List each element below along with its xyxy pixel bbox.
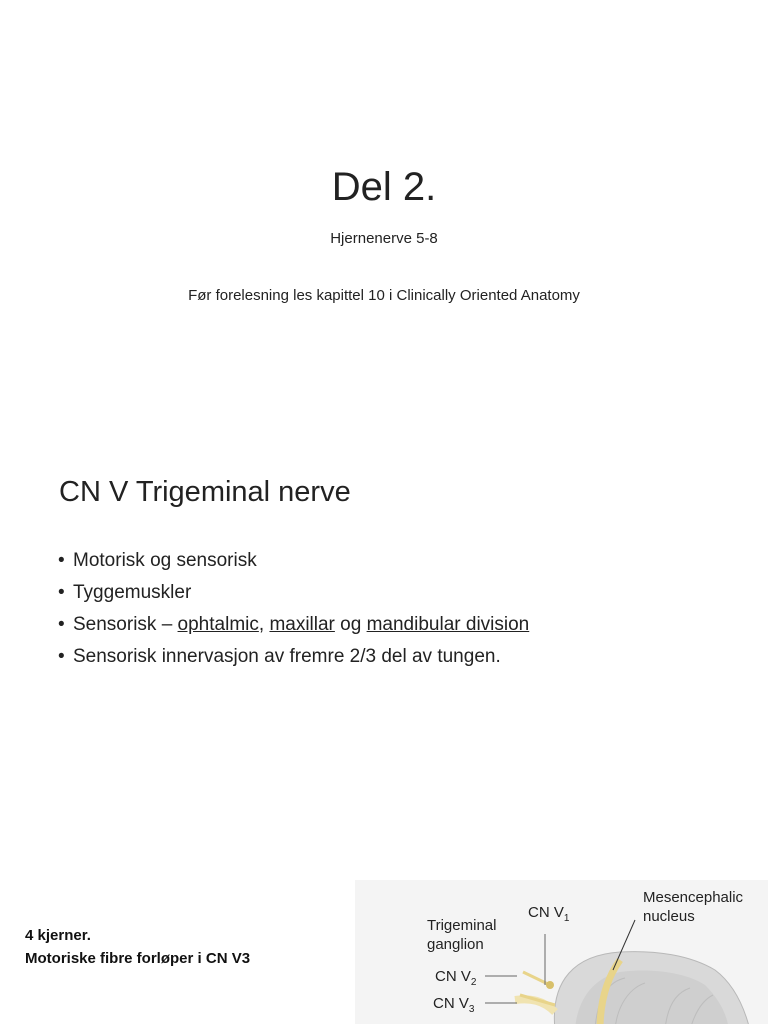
nuclei-line-2: Motoriske fibre forløper i CN V3 bbox=[25, 950, 251, 967]
bullet-text-comma: , bbox=[258, 614, 270, 635]
ophtalmic-link[interactable]: ophtalmic bbox=[177, 614, 259, 635]
trigeminal-anatomy-figure bbox=[345, 860, 768, 1024]
mandibular-link[interactable]: mandibular division bbox=[366, 614, 530, 635]
bullet-item bbox=[58, 609, 529, 641]
slide-heading: CN V Trigeminal nerve bbox=[59, 476, 351, 508]
slide-subtitle: Hjernenerve 5-8 bbox=[330, 230, 438, 247]
nuclei-line-1: 4 kjerner. bbox=[25, 927, 91, 944]
title-slide bbox=[0, 0, 768, 400]
reading-note: Før forelesning les kapittel 10 i Clinically Oriented Anatomy bbox=[188, 287, 580, 304]
bullet-item bbox=[58, 545, 529, 577]
label-mesencephalic: Mesencephalic bbox=[643, 889, 744, 906]
label-cn-v2-sub: 2 bbox=[470, 977, 477, 988]
ganglion-node bbox=[546, 981, 554, 989]
bullet-dot: • bbox=[58, 550, 65, 571]
bullet-text-og: og bbox=[334, 614, 367, 635]
label-ganglion: ganglion bbox=[427, 936, 484, 953]
nuclei-text bbox=[25, 924, 250, 970]
bullet-dot: • bbox=[58, 614, 65, 635]
nuclei-slide bbox=[0, 820, 768, 1024]
maxillar-link[interactable]: maxillar bbox=[269, 614, 335, 635]
bullet-text: Motorisk og sensorisk bbox=[73, 550, 257, 571]
bullet-item bbox=[58, 577, 529, 609]
label-cn-v3-text: CN V bbox=[433, 995, 469, 1012]
bullet-text: Tyggemuskler bbox=[73, 582, 192, 603]
label-cn-v1-text: CN V bbox=[528, 904, 564, 921]
label-cn-v3-sub: 3 bbox=[468, 1004, 475, 1015]
bullet-dot: • bbox=[58, 582, 65, 603]
trigeminal-slide bbox=[0, 400, 768, 820]
bullet-item bbox=[58, 641, 529, 673]
label-cn-v2-text: CN V bbox=[435, 968, 471, 985]
bullet-text-prefix: Sensorisk – bbox=[73, 614, 178, 635]
label-nucleus: nucleus bbox=[643, 908, 695, 925]
bullet-dot: • bbox=[58, 646, 65, 667]
label-trigeminal: Trigeminal bbox=[427, 917, 497, 934]
slide-title: Del 2. bbox=[331, 165, 437, 209]
label-cn-v1-sub: 1 bbox=[563, 913, 570, 924]
bullet-list bbox=[58, 545, 529, 673]
bullet-text: Sensorisk innervasjon av fremre 2/3 del av tungen. bbox=[73, 646, 501, 667]
